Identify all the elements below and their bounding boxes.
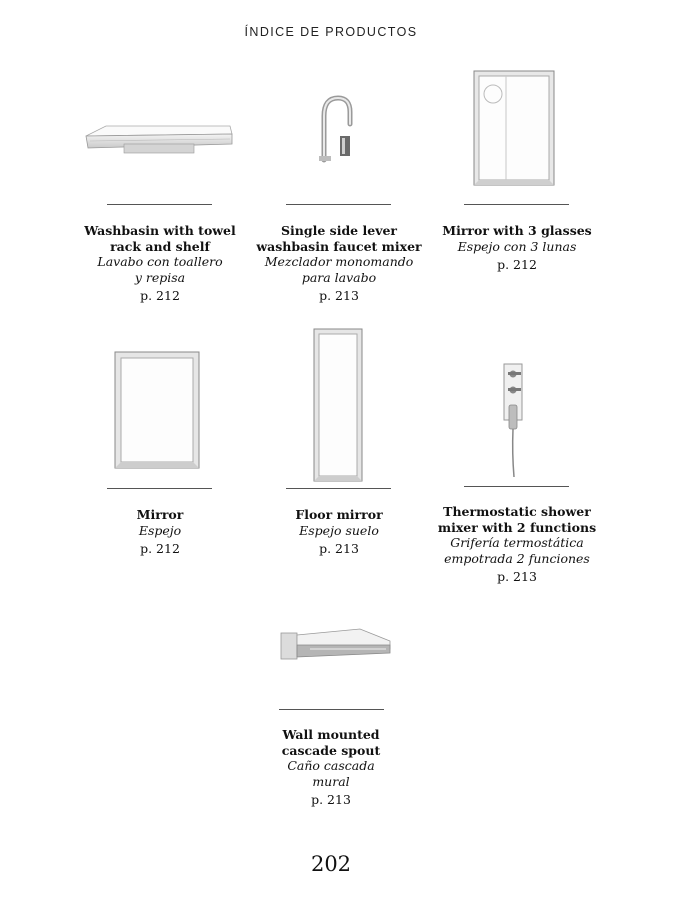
floor-mirror-image	[313, 328, 363, 482]
product-name-en: Wall mounted cascade spout	[281, 727, 381, 758]
divider-rule	[107, 204, 212, 205]
product-name-es: Espejo suelo	[299, 522, 379, 538]
product-page-ref: p. 213	[319, 288, 359, 303]
washbasin-image	[84, 124, 234, 156]
product-name-es: Espejo con 3 lunas	[457, 238, 577, 254]
product-name-es: Lavabo con toallero y repisa	[97, 254, 223, 285]
product-page-ref: p. 212	[140, 541, 180, 556]
product-caption	[249, 223, 429, 303]
shower-mixer-image	[500, 363, 526, 479]
product-name-es: Espejo	[138, 522, 182, 538]
divider-rule	[279, 709, 384, 710]
product-page-ref: p. 213	[497, 569, 537, 584]
product-caption	[241, 727, 421, 807]
product-page-ref: p. 213	[319, 541, 359, 556]
cascade-spout-image	[280, 627, 392, 661]
product-name-en: Thermostatic shower mixer with 2 functions	[437, 504, 597, 535]
product-caption	[70, 507, 250, 556]
divider-rule	[286, 204, 391, 205]
divider-rule	[286, 488, 391, 489]
divider-rule	[464, 204, 569, 205]
product-name-es: Grifería termostática empotrada 2 funciones	[444, 535, 590, 566]
product-page-ref: p. 212	[140, 288, 180, 303]
product-name-en: Floor mirror	[295, 507, 383, 522]
product-name-en: Mirror	[136, 507, 184, 522]
divider-rule	[107, 488, 212, 489]
product-page-ref: p. 213	[311, 792, 351, 807]
page-number: 202	[310, 852, 352, 876]
product-name-en: Single side lever washbasin faucet mixer	[256, 223, 422, 254]
product-name-en: Mirror with 3 glasses	[442, 223, 592, 238]
product-caption	[427, 223, 607, 272]
product-name-en: Washbasin with towel rack and shelf	[84, 223, 236, 254]
product-name-es: Caño cascada mural	[287, 758, 375, 789]
product-caption	[249, 507, 429, 556]
product-name-es: Mezclador monomando para lavabo	[264, 254, 414, 285]
divider-rule	[464, 486, 569, 487]
mirror-image	[114, 351, 200, 469]
product-page-ref: p. 212	[497, 257, 537, 272]
triple-mirror-image	[473, 70, 555, 186]
page-header: ÍNDICE DE PRODUCTOS	[244, 25, 418, 39]
product-caption	[427, 504, 607, 584]
faucet-image	[316, 94, 356, 164]
product-caption	[70, 223, 250, 303]
